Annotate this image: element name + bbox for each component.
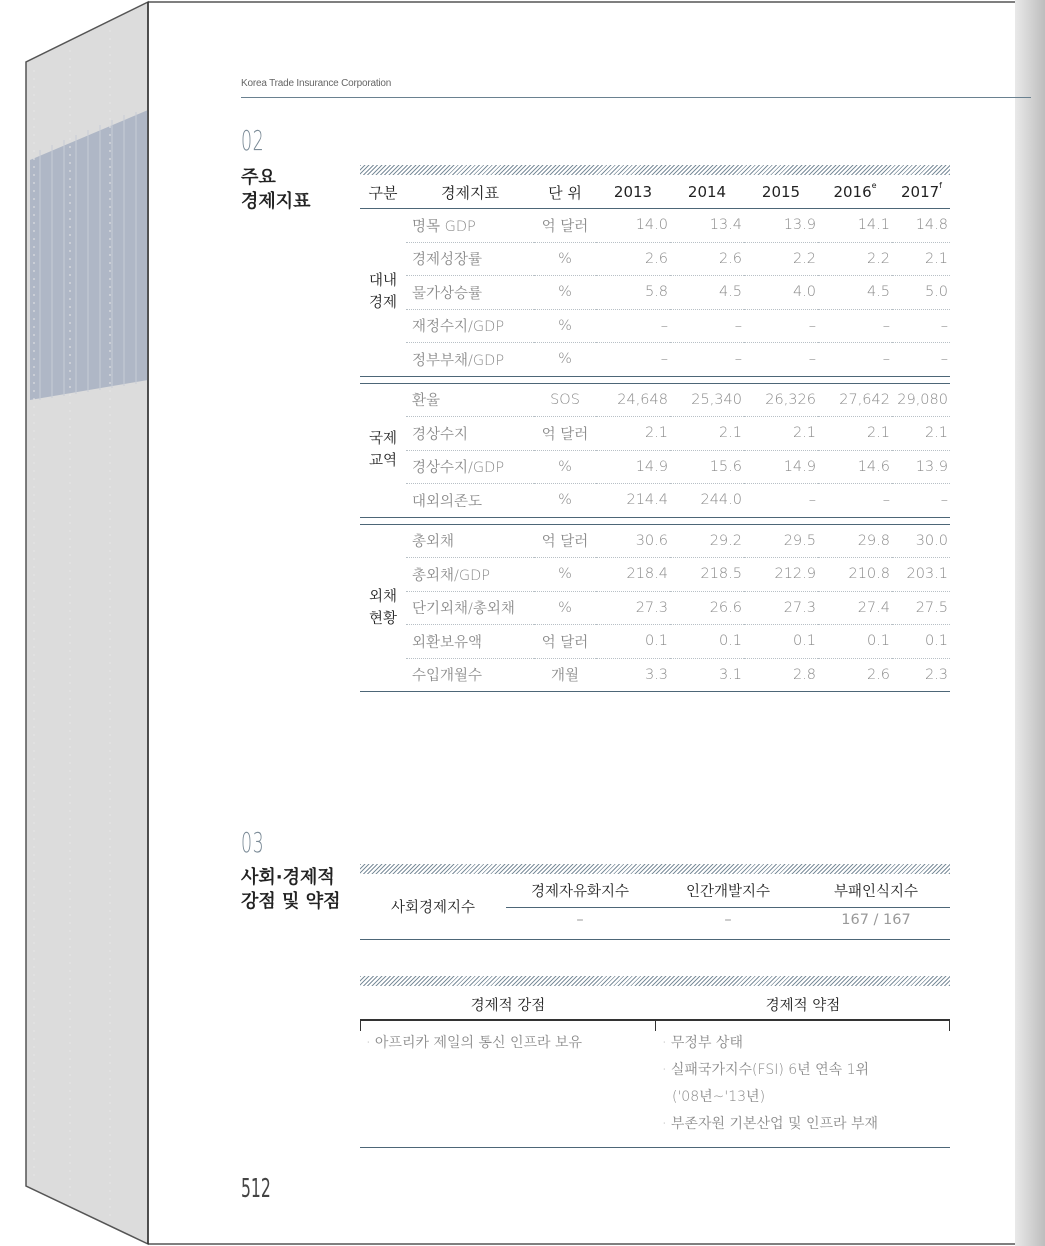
col-header: 단 위 xyxy=(534,176,596,209)
table-row xyxy=(360,383,950,417)
value-cell: – xyxy=(892,309,950,343)
value-cell: 203.1 xyxy=(892,558,950,592)
value-cell: 14.6 xyxy=(818,450,892,484)
value-cell: 212.9 xyxy=(744,558,818,592)
table-row xyxy=(360,417,950,451)
index-table-hatch xyxy=(360,864,950,874)
indicator-label: 재정수지/GDP xyxy=(406,309,534,343)
col-header: 2015 xyxy=(744,176,818,209)
indicator-label: 총외채/GDP xyxy=(406,558,534,592)
value-cell: 218.5 xyxy=(670,558,744,592)
value-cell: 2.1 xyxy=(892,417,950,451)
value-cell: 14.8 xyxy=(892,209,950,243)
col-header: 2014 xyxy=(670,176,744,209)
value-cell: 15.6 xyxy=(670,450,744,484)
unit-cell: % xyxy=(534,343,596,377)
value-cell: 0.1 xyxy=(818,625,892,659)
value-cell: 29.5 xyxy=(744,524,818,558)
group-separator xyxy=(360,376,950,383)
value-cell: 30.0 xyxy=(892,524,950,558)
table-row xyxy=(360,450,950,484)
value-cell: 0.1 xyxy=(596,625,670,659)
value-cell: 2.3 xyxy=(892,658,950,692)
value-cell: 4.0 xyxy=(744,276,818,310)
unit-cell: % xyxy=(534,484,596,518)
value-cell: 2.2 xyxy=(744,242,818,276)
indicator-label: 외환보유액 xyxy=(406,625,534,659)
weakness-item: · 무정부 상태 xyxy=(662,1035,743,1051)
section-number: 02 xyxy=(241,124,265,157)
unit-cell: 억 달러 xyxy=(534,625,596,659)
value-cell: 2.1 xyxy=(744,417,818,451)
index-row-label: 사회경제지수 xyxy=(390,900,476,916)
col-header: 2013 xyxy=(596,176,670,209)
value-cell: 214.4 xyxy=(596,484,670,518)
unit-cell: 개월 xyxy=(534,658,596,692)
indicator-label: 대외의존도 xyxy=(406,484,534,518)
table-top-hatch xyxy=(360,165,950,175)
indicator-label: 환율 xyxy=(406,383,534,417)
weakness-header: 경제적 약점 xyxy=(765,998,841,1014)
indicator-label: 정부부채/GDP xyxy=(406,343,534,377)
weakness-item: · 부존자원 기본산업 및 인프라 부재 xyxy=(662,1116,879,1132)
indicator-label: 경상수지 xyxy=(406,417,534,451)
value-cell: 3.1 xyxy=(670,658,744,692)
value-cell: 27,642 xyxy=(818,383,892,417)
value-cell: 218.4 xyxy=(596,558,670,592)
value-cell: – xyxy=(596,343,670,377)
value-cell: 2.2 xyxy=(818,242,892,276)
sw-table-hatch xyxy=(360,976,950,986)
group-label: 대내 경제 xyxy=(360,209,406,377)
value-cell: 27.5 xyxy=(892,591,950,625)
value-cell: 13.4 xyxy=(670,209,744,243)
page-number: 512 xyxy=(241,1174,271,1204)
section-title: 사회·경제적 강점 및 약점 xyxy=(241,867,341,912)
unit-cell: 억 달러 xyxy=(534,417,596,451)
unit-cell: % xyxy=(534,242,596,276)
col-header: 2016e xyxy=(818,176,892,209)
index-value: 167 / 167 xyxy=(841,912,911,928)
value-cell: – xyxy=(596,309,670,343)
economic-indicators-table xyxy=(360,176,950,692)
value-cell: 27.4 xyxy=(818,591,892,625)
value-cell: 2.1 xyxy=(670,417,744,451)
value-cell: 2.6 xyxy=(670,242,744,276)
value-cell: 2.1 xyxy=(818,417,892,451)
value-cell: 2.1 xyxy=(596,417,670,451)
unit-cell: 억 달러 xyxy=(534,524,596,558)
value-cell: 14.1 xyxy=(818,209,892,243)
value-cell: 2.6 xyxy=(818,658,892,692)
value-cell: 13.9 xyxy=(892,450,950,484)
value-cell: 26,326 xyxy=(744,383,818,417)
value-cell: 13.9 xyxy=(744,209,818,243)
unit-cell: % xyxy=(534,276,596,310)
header-rule xyxy=(241,97,1031,98)
value-cell: 5.0 xyxy=(892,276,950,310)
value-cell: 25,340 xyxy=(670,383,744,417)
index-value: – xyxy=(724,912,732,928)
bracket-tick xyxy=(360,1019,361,1031)
weakness-item: · 실패국가지수(FSI) 6년 연속 1위 xyxy=(662,1062,870,1078)
strength-item: · 아프리카 제일의 통신 인프라 보유 xyxy=(366,1035,583,1051)
index-bottom-rule xyxy=(360,939,950,940)
group-separator xyxy=(360,517,950,524)
indicator-label: 단기외채/총외채 xyxy=(406,591,534,625)
value-cell: – xyxy=(744,343,818,377)
col-header: 구분 xyxy=(360,176,406,209)
bracket-tick xyxy=(655,1019,656,1031)
group-label: 국제 교역 xyxy=(360,383,406,517)
value-cell: 14.0 xyxy=(596,209,670,243)
group-label: 외채 현황 xyxy=(360,524,406,692)
value-cell: 27.3 xyxy=(744,591,818,625)
page-gutter-shadow xyxy=(1015,0,1045,1246)
value-cell: 14.9 xyxy=(744,450,818,484)
value-cell: 29,080 xyxy=(892,383,950,417)
value-cell: 2.8 xyxy=(744,658,818,692)
table-row xyxy=(360,658,950,692)
unit-cell: % xyxy=(534,309,596,343)
value-cell: 244.0 xyxy=(670,484,744,518)
table-row xyxy=(360,558,950,592)
value-cell: – xyxy=(892,343,950,377)
indicator-label: 경상수지/GDP xyxy=(406,450,534,484)
section-number: 03 xyxy=(241,826,265,859)
running-header: Korea Trade Insurance Corporation xyxy=(241,78,392,89)
unit-cell: % xyxy=(534,591,596,625)
unit-cell: % xyxy=(534,450,596,484)
value-cell: 2.6 xyxy=(596,242,670,276)
table-row xyxy=(360,591,950,625)
value-cell: 0.1 xyxy=(744,625,818,659)
weakness-item: ('08년~'13년) xyxy=(672,1089,766,1105)
table-row xyxy=(360,484,950,518)
table-row xyxy=(360,209,950,243)
value-cell: 0.1 xyxy=(892,625,950,659)
strength-header: 경제적 강점 xyxy=(470,998,546,1014)
value-cell: 24,648 xyxy=(596,383,670,417)
value-cell: – xyxy=(744,484,818,518)
value-cell: 29.8 xyxy=(818,524,892,558)
value-cell: 2.1 xyxy=(892,242,950,276)
unit-cell: SOS xyxy=(534,383,596,417)
bracket-tick xyxy=(949,1019,950,1031)
value-cell: 3.3 xyxy=(596,658,670,692)
value-cell: – xyxy=(744,309,818,343)
value-cell: 14.9 xyxy=(596,450,670,484)
value-cell: 29.2 xyxy=(670,524,744,558)
table-row xyxy=(360,524,950,558)
value-cell: – xyxy=(670,309,744,343)
value-cell: 26.6 xyxy=(670,591,744,625)
value-cell: – xyxy=(892,484,950,518)
table-row xyxy=(360,309,950,343)
table-row xyxy=(360,625,950,659)
value-cell: – xyxy=(818,309,892,343)
value-cell: 5.8 xyxy=(596,276,670,310)
value-cell: 0.1 xyxy=(670,625,744,659)
indicator-label: 물가상승률 xyxy=(406,276,534,310)
indicator-label: 명목 GDP xyxy=(406,209,534,243)
value-cell: 210.8 xyxy=(818,558,892,592)
value-cell: – xyxy=(818,484,892,518)
table-row xyxy=(360,242,950,276)
index-header: 인간개발지수 xyxy=(685,884,771,900)
section-title: 주요 경제지표 xyxy=(241,167,311,212)
index-header: 경제자유화지수 xyxy=(530,884,630,900)
value-cell: – xyxy=(818,343,892,377)
sw-bottom-rule xyxy=(360,1147,950,1148)
unit-cell: % xyxy=(534,558,596,592)
value-cell: 30.6 xyxy=(596,524,670,558)
col-header: 2017$^f$ xyxy=(892,176,950,209)
indicator-label: 수입개월수 xyxy=(406,658,534,692)
value-cell: 4.5 xyxy=(670,276,744,310)
value-cell: 27.3 xyxy=(596,591,670,625)
index-header-rule xyxy=(506,907,950,908)
value-cell: – xyxy=(670,343,744,377)
index-value: – xyxy=(576,912,584,928)
indicator-label: 총외채 xyxy=(406,524,534,558)
value-cell: 4.5 xyxy=(818,276,892,310)
table-header-row xyxy=(360,176,950,209)
col-header: 경제지표 xyxy=(406,176,534,209)
indicator-label: 경제성장률 xyxy=(406,242,534,276)
table-row xyxy=(360,343,950,377)
unit-cell: 억 달러 xyxy=(534,209,596,243)
table-row xyxy=(360,276,950,310)
index-header: 부패인식지수 xyxy=(833,884,919,900)
